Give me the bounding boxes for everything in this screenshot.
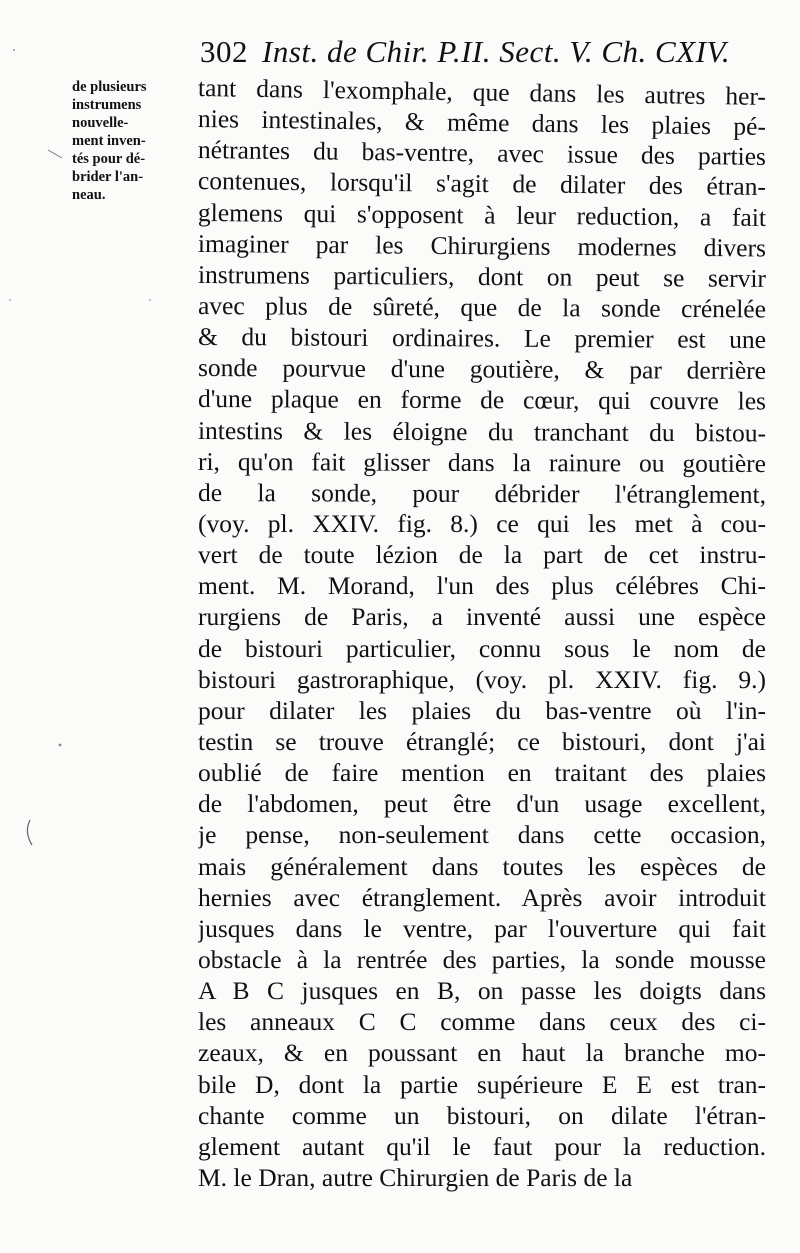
text-line: de l'abdomen, peut être d'un usage excellent,	[198, 789, 766, 819]
text-line: glemens qui s'opposent à leur reduction, a fait	[197, 197, 767, 232]
ink-speck	[13, 49, 15, 51]
text-line: chante comme un bistouri, on dilate l'étran-	[198, 1100, 766, 1130]
text-line: & du bistouri ordinaires. Le premier est une	[197, 322, 767, 355]
text-line: hernies avec étranglement. Après avoir introduit	[198, 882, 766, 912]
page-number: 302	[200, 34, 248, 69]
margin-note-line: brider l'an-	[72, 169, 144, 185]
text-line: A B C jusques en B, on passe les doigts dans	[198, 976, 766, 1006]
text-line: bistouri gastroraphique, (voy. pl. XXIV. fig. 9.)	[198, 664, 766, 694]
text-line: de la sonde, pour débrider l'étranglement,	[197, 477, 767, 509]
ink-mark	[27, 820, 32, 845]
text-line: mais généralement dans toutes les espèces de	[198, 851, 766, 881]
margin-note-line: tés pour dé-	[72, 151, 146, 167]
text-line: oublié de faire mention en traitant des plaies	[198, 758, 766, 788]
margin-note-line: ment inven-	[72, 133, 146, 149]
text-line: tant dans l'exomphale, que dans les autres her-	[197, 73, 767, 111]
text-line: instrumens particuliers, dont on peut se servir	[197, 259, 767, 293]
margin-note	[72, 78, 196, 204]
text-line: contenues, lorsqu'il s'agit de dilater des étran-	[197, 166, 767, 202]
text-line: zeaux, & en poussant en haut la branche mo-	[198, 1038, 766, 1068]
text-line: nies intestinales, & même dans les plaies pé-	[197, 104, 767, 142]
text-line: ment. M. Morand, l'un des plus célébres Chi-	[198, 571, 766, 601]
text-line: testin se trouve étranglé; ce bistouri, dont j'ai	[198, 726, 766, 756]
ink-speck	[9, 299, 11, 301]
text-line: glement autant qu'il le faut pour la reduction.	[198, 1131, 766, 1161]
text-line: nétrantes du bas-ventre, avec issue des parties	[197, 135, 767, 172]
margin-note-line: nouvelle-	[72, 115, 129, 131]
text-line: ri, qu'on fait glisser dans la rainure ou goutière	[197, 446, 767, 478]
ink-mark	[48, 150, 62, 158]
text-line: les anneaux C C comme dans ceux des ci-	[198, 1007, 766, 1037]
ink-speck	[149, 299, 151, 301]
text-line: obstacle à la rentrée des parties, la sonde mousse	[198, 944, 766, 974]
margin-note-line: instrumens	[72, 97, 142, 113]
margin-note-line: neau.	[72, 187, 106, 203]
text-line: bile D, dont la partie supérieure E E est tran-	[198, 1069, 766, 1099]
text-line: vert de toute lézion de la part de cet instru-	[198, 540, 766, 570]
text-line: imaginer par les Chirurgiens modernes divers	[197, 228, 767, 263]
body-text	[198, 72, 766, 1193]
text-line: de bistouri particulier, connu sous le nom de	[198, 633, 766, 663]
text-line: intestins & les éloigne du tranchant du bistou-	[197, 415, 767, 448]
text-line: (voy. pl. XXIV. fig. 8.) ce qui les met à cou-	[198, 508, 766, 538]
text-line: pour dilater les plaies du bas-ventre où l'in-	[198, 695, 766, 725]
text-line: avec plus de sûreté, que de la sonde crénelée	[197, 290, 767, 324]
ink-speck	[59, 744, 62, 747]
text-line: jusques dans le ventre, par l'ouverture qui fait	[198, 913, 766, 943]
text-line: je pense, non-seulement dans cette occasion,	[198, 820, 766, 850]
text-line: sonde pourvue d'une goutière, & par derrière	[197, 353, 767, 386]
text-line: d'une plaque en forme de cœur, qui couvre les	[197, 384, 767, 416]
text-line: rurgiens de Paris, a inventé aussi une espèce	[198, 602, 766, 632]
margin-note-line: de plusieurs	[72, 79, 147, 95]
text-line: M. le Dran, autre Chirurgien de Paris de la	[198, 1162, 633, 1192]
running-title: Inst. de Chir. P.II. Sect. V. Ch. CXIV.	[262, 34, 731, 69]
